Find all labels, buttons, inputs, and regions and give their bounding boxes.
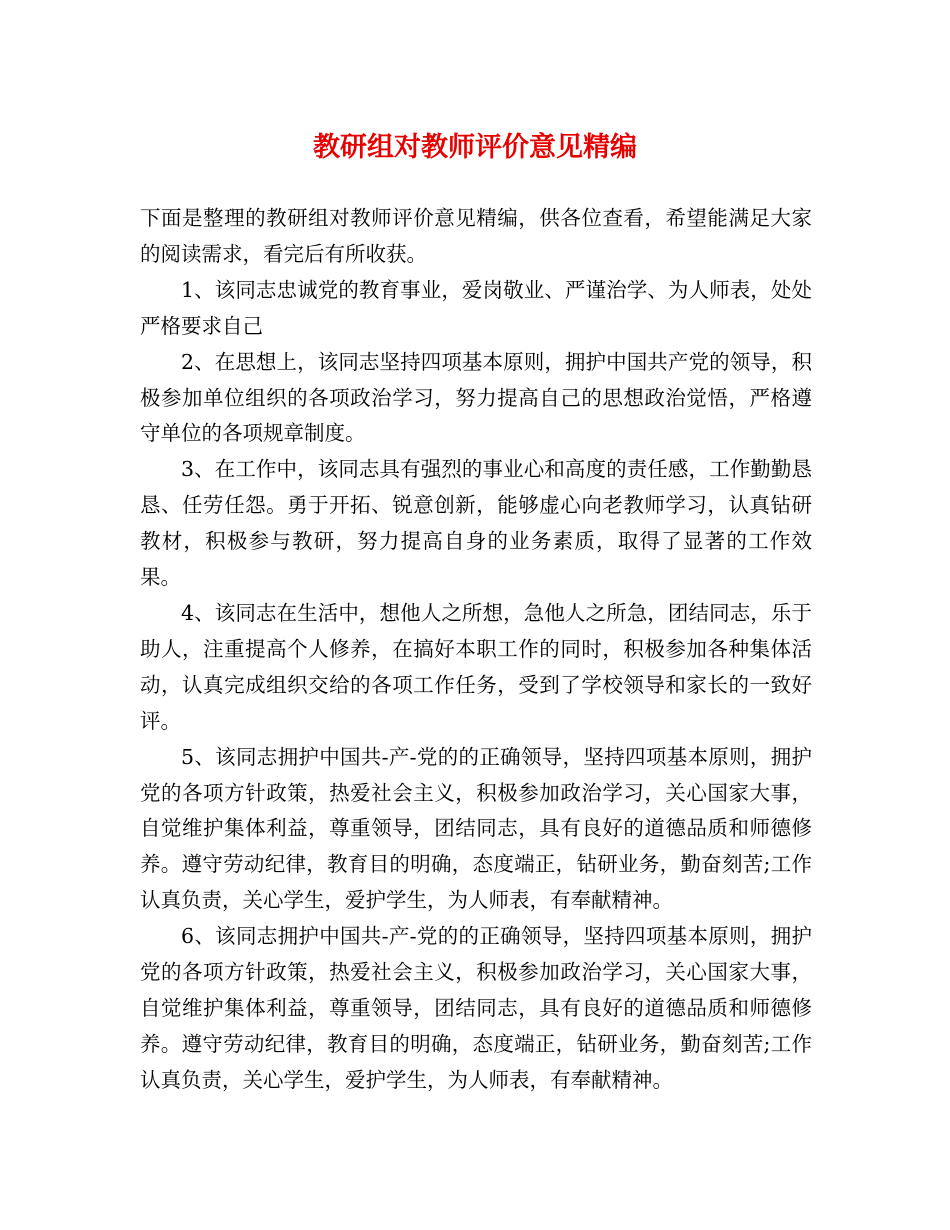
intro-paragraph: 下面是整理的教研组对教师评价意见精编，供各位查看，希望能满足大家的阅读需求，看完后有所收获。 (140, 206, 812, 266)
document-body (140, 201, 812, 1099)
paragraph-3: 3、在工作中，该同志具有强烈的事业心和高度的责任感，工作勤勤恳恳、任劳任怨。勇于开拓、锐意创新，能够虚心向老教师学习，认真钻研教材，积极参与教研，努力提高自身的业务素质，取得了显著的工作效果。 (140, 457, 812, 590)
document-title: 教研组对教师评价意见精编 (313, 132, 637, 163)
paragraph-2: 2、在思想上，该同志坚持四项基本原则，拥护中国共产党的领导，积极参加单位组织的各项政治学习，努力提高自己的思想政治觉悟，严格遵守单位的各项规章制度。 (140, 349, 812, 446)
paragraph-4: 4、该同志在生活中，想他人之所想，急他人之所急，团结同志，乐于助人，注重提高个人修养，在搞好本职工作的同时，积极参加各种集体活动，认真完成组织交给的各项工作任务，受到了学校领导和家长的一致好评。 (140, 600, 812, 733)
paragraph-1: 1、该同志忠诚党的教育事业，爱岗敬业、严谨治学、为人师表，处处严格要求自己 (140, 277, 812, 338)
paragraph-6: 6、该同志拥护中国共-产-党的的正确领导，坚持四项基本原则，拥护党的各项方针政策，热爱社会主义，积极参加政治学习，关心国家大事，自觉维护集体利益，尊重领导，团结同志，具有良好的道德品质和师德修养。遵守劳动纪律，教育目的明确，态度端正，钻研业务，勤奋刻苦;工作认真负责，关心学生，爱护学生，为人师表，有奉献精神。 (140, 924, 812, 1092)
paragraph-5: 5、该同志拥护中国共-产-党的的正确领导，坚持四项基本原则，拥护党的各项方针政策，热爱社会主义，积极参加政治学习，关心国家大事，自觉维护集体利益，尊重领导，团结同志，具有良好的道德品质和师德修养。遵守劳动纪律，教育目的明确，态度端正，钻研业务，勤奋刻苦;工作认真负责，关心学生，爱护学生，为人师表，有奉献精神。 (140, 744, 812, 913)
